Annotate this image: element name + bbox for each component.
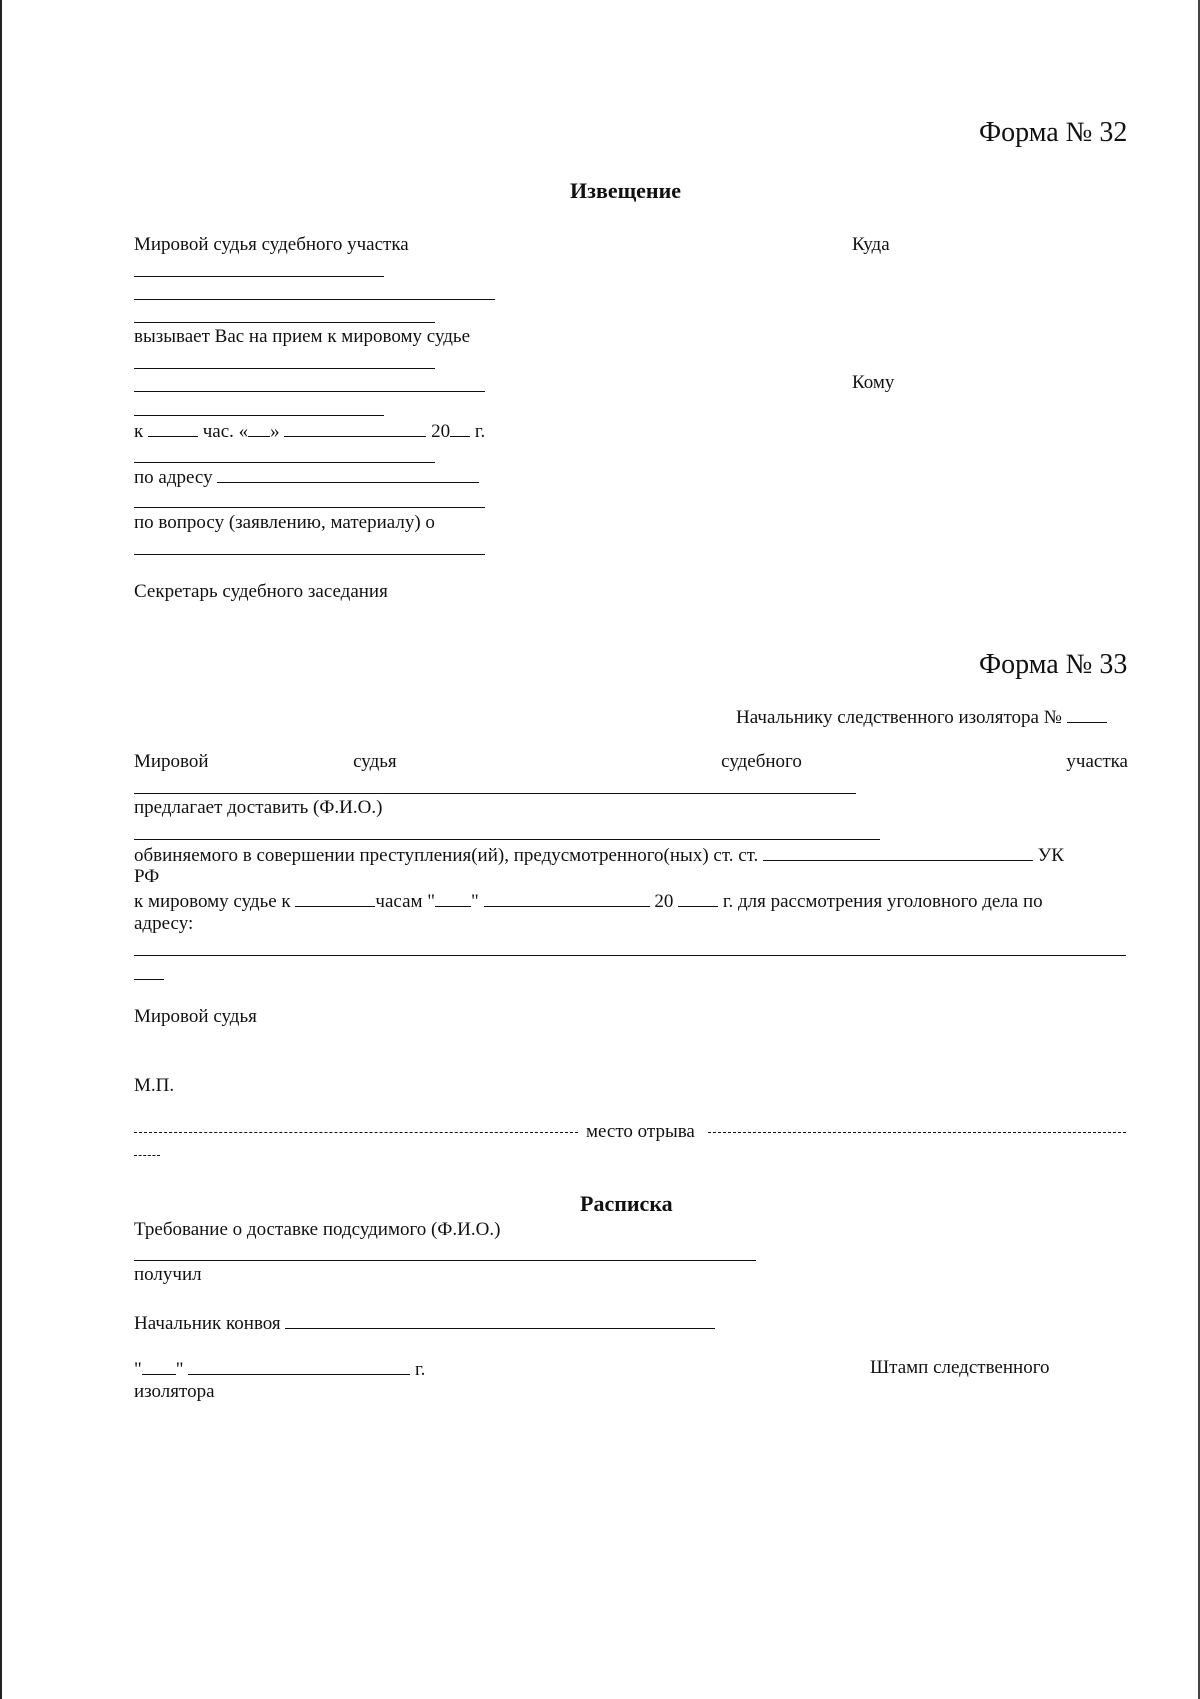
judge-time-year: 20	[654, 891, 674, 912]
addressee-label: Начальнику следственного изолятора №	[736, 707, 1062, 728]
day-blank	[435, 889, 471, 907]
appointment-time-line	[134, 419, 485, 443]
year-blank	[450, 419, 470, 437]
to-whom-label: Кому	[852, 372, 895, 393]
address-blank	[217, 465, 479, 483]
time-hour-label: час. «	[202, 421, 249, 442]
blank-line	[134, 1260, 756, 1261]
tear-dash-short	[134, 1155, 160, 1156]
receipt-title: Расписка	[580, 1191, 673, 1216]
blank-line	[134, 462, 435, 463]
articles-blank	[763, 843, 1033, 861]
date-open-quote: "	[134, 1359, 142, 1380]
day-blank	[248, 419, 270, 437]
isolator-number-blank	[1067, 705, 1107, 723]
blank-line	[134, 415, 384, 416]
blank-line	[134, 322, 435, 323]
received-label: получил	[134, 1264, 202, 1285]
year-prefix: 20	[431, 421, 451, 442]
summons-line: вызывает Вас на прием к мировому судье	[134, 326, 471, 347]
accused-suffix: УК	[1037, 845, 1064, 866]
judge-time-suffix: г. для рассмотрения уголовного дела по	[722, 891, 1043, 912]
receipt-date-line	[134, 1357, 425, 1381]
time-prefix: к	[134, 421, 144, 442]
convoy-blank	[285, 1311, 715, 1329]
judge-time-prefix: к мировому судье к	[134, 891, 291, 912]
judge-word: участка	[1066, 751, 1128, 772]
address-label: по адресу	[134, 467, 213, 488]
blank-line	[134, 839, 880, 840]
accused-wrap: РФ	[134, 866, 160, 887]
accused-prefix: обвиняемого в совершении преступления(ий), предусмотренного(ных) ст. ст.	[134, 845, 759, 866]
address-blank-line	[134, 955, 1126, 956]
accused-line	[134, 843, 1128, 867]
blank-line	[134, 368, 435, 369]
date-suffix: г.	[415, 1359, 426, 1380]
blank-line	[134, 793, 856, 794]
judge-time-hours: часам "	[375, 891, 436, 912]
stamp-wrap: изолятора	[134, 1381, 215, 1402]
blank-line-short	[134, 979, 164, 980]
date-close-quote: "	[175, 1359, 184, 1380]
seal-label: М.П.	[134, 1075, 175, 1096]
judge-word: судья	[353, 751, 397, 772]
form-33-number: Форма № 33	[979, 649, 1128, 680]
hour-blank	[295, 889, 375, 907]
tear-dash-left	[134, 1132, 578, 1133]
year-suffix: г.	[474, 421, 486, 442]
blank-line	[134, 507, 485, 508]
blank-line	[134, 276, 384, 277]
tear-line-label: место отрыва	[586, 1121, 695, 1142]
address-wrap: адресу:	[134, 913, 194, 934]
judge-words-row	[134, 751, 1128, 773]
deliver-line: предлагает доставить (Ф.И.О.)	[134, 797, 383, 818]
convoy-line	[134, 1311, 715, 1335]
to-where-label: Куда	[852, 234, 890, 255]
stamp-label: Штамп следственного	[870, 1357, 1050, 1378]
judge-time-quote: "	[471, 891, 479, 912]
form-32-title: Извещение	[570, 178, 682, 203]
receipt-request-line: Требование о доставке подсудимого (Ф.И.О.)	[134, 1219, 501, 1240]
time-quote-close: »	[270, 421, 280, 442]
blank-line	[134, 554, 485, 555]
addressee-line	[736, 705, 1107, 729]
convoy-label: Начальник конвоя	[134, 1313, 281, 1334]
hour-blank	[148, 419, 198, 437]
month-blank	[284, 419, 426, 437]
form-32-number: Форма № 32	[979, 117, 1128, 148]
month-blank	[484, 889, 650, 907]
tear-dash-right	[708, 1132, 1126, 1133]
judge-line: Мировой судья судебного участка	[134, 234, 409, 255]
judge-signature-label: Мировой судья	[134, 1006, 257, 1027]
month-year-blank	[188, 1357, 410, 1375]
secretary-label: Секретарь судебного заседания	[134, 581, 388, 602]
judge-word: Мировой	[134, 751, 209, 772]
judge-time-line	[134, 889, 1128, 913]
matter-label: по вопросу (заявлению, материалу) о	[134, 512, 435, 533]
blank-line	[134, 391, 485, 392]
judge-word: судебного	[721, 751, 802, 772]
address-line	[134, 465, 479, 489]
year-blank	[678, 889, 718, 907]
blank-line	[134, 299, 495, 300]
day-blank	[142, 1357, 176, 1375]
